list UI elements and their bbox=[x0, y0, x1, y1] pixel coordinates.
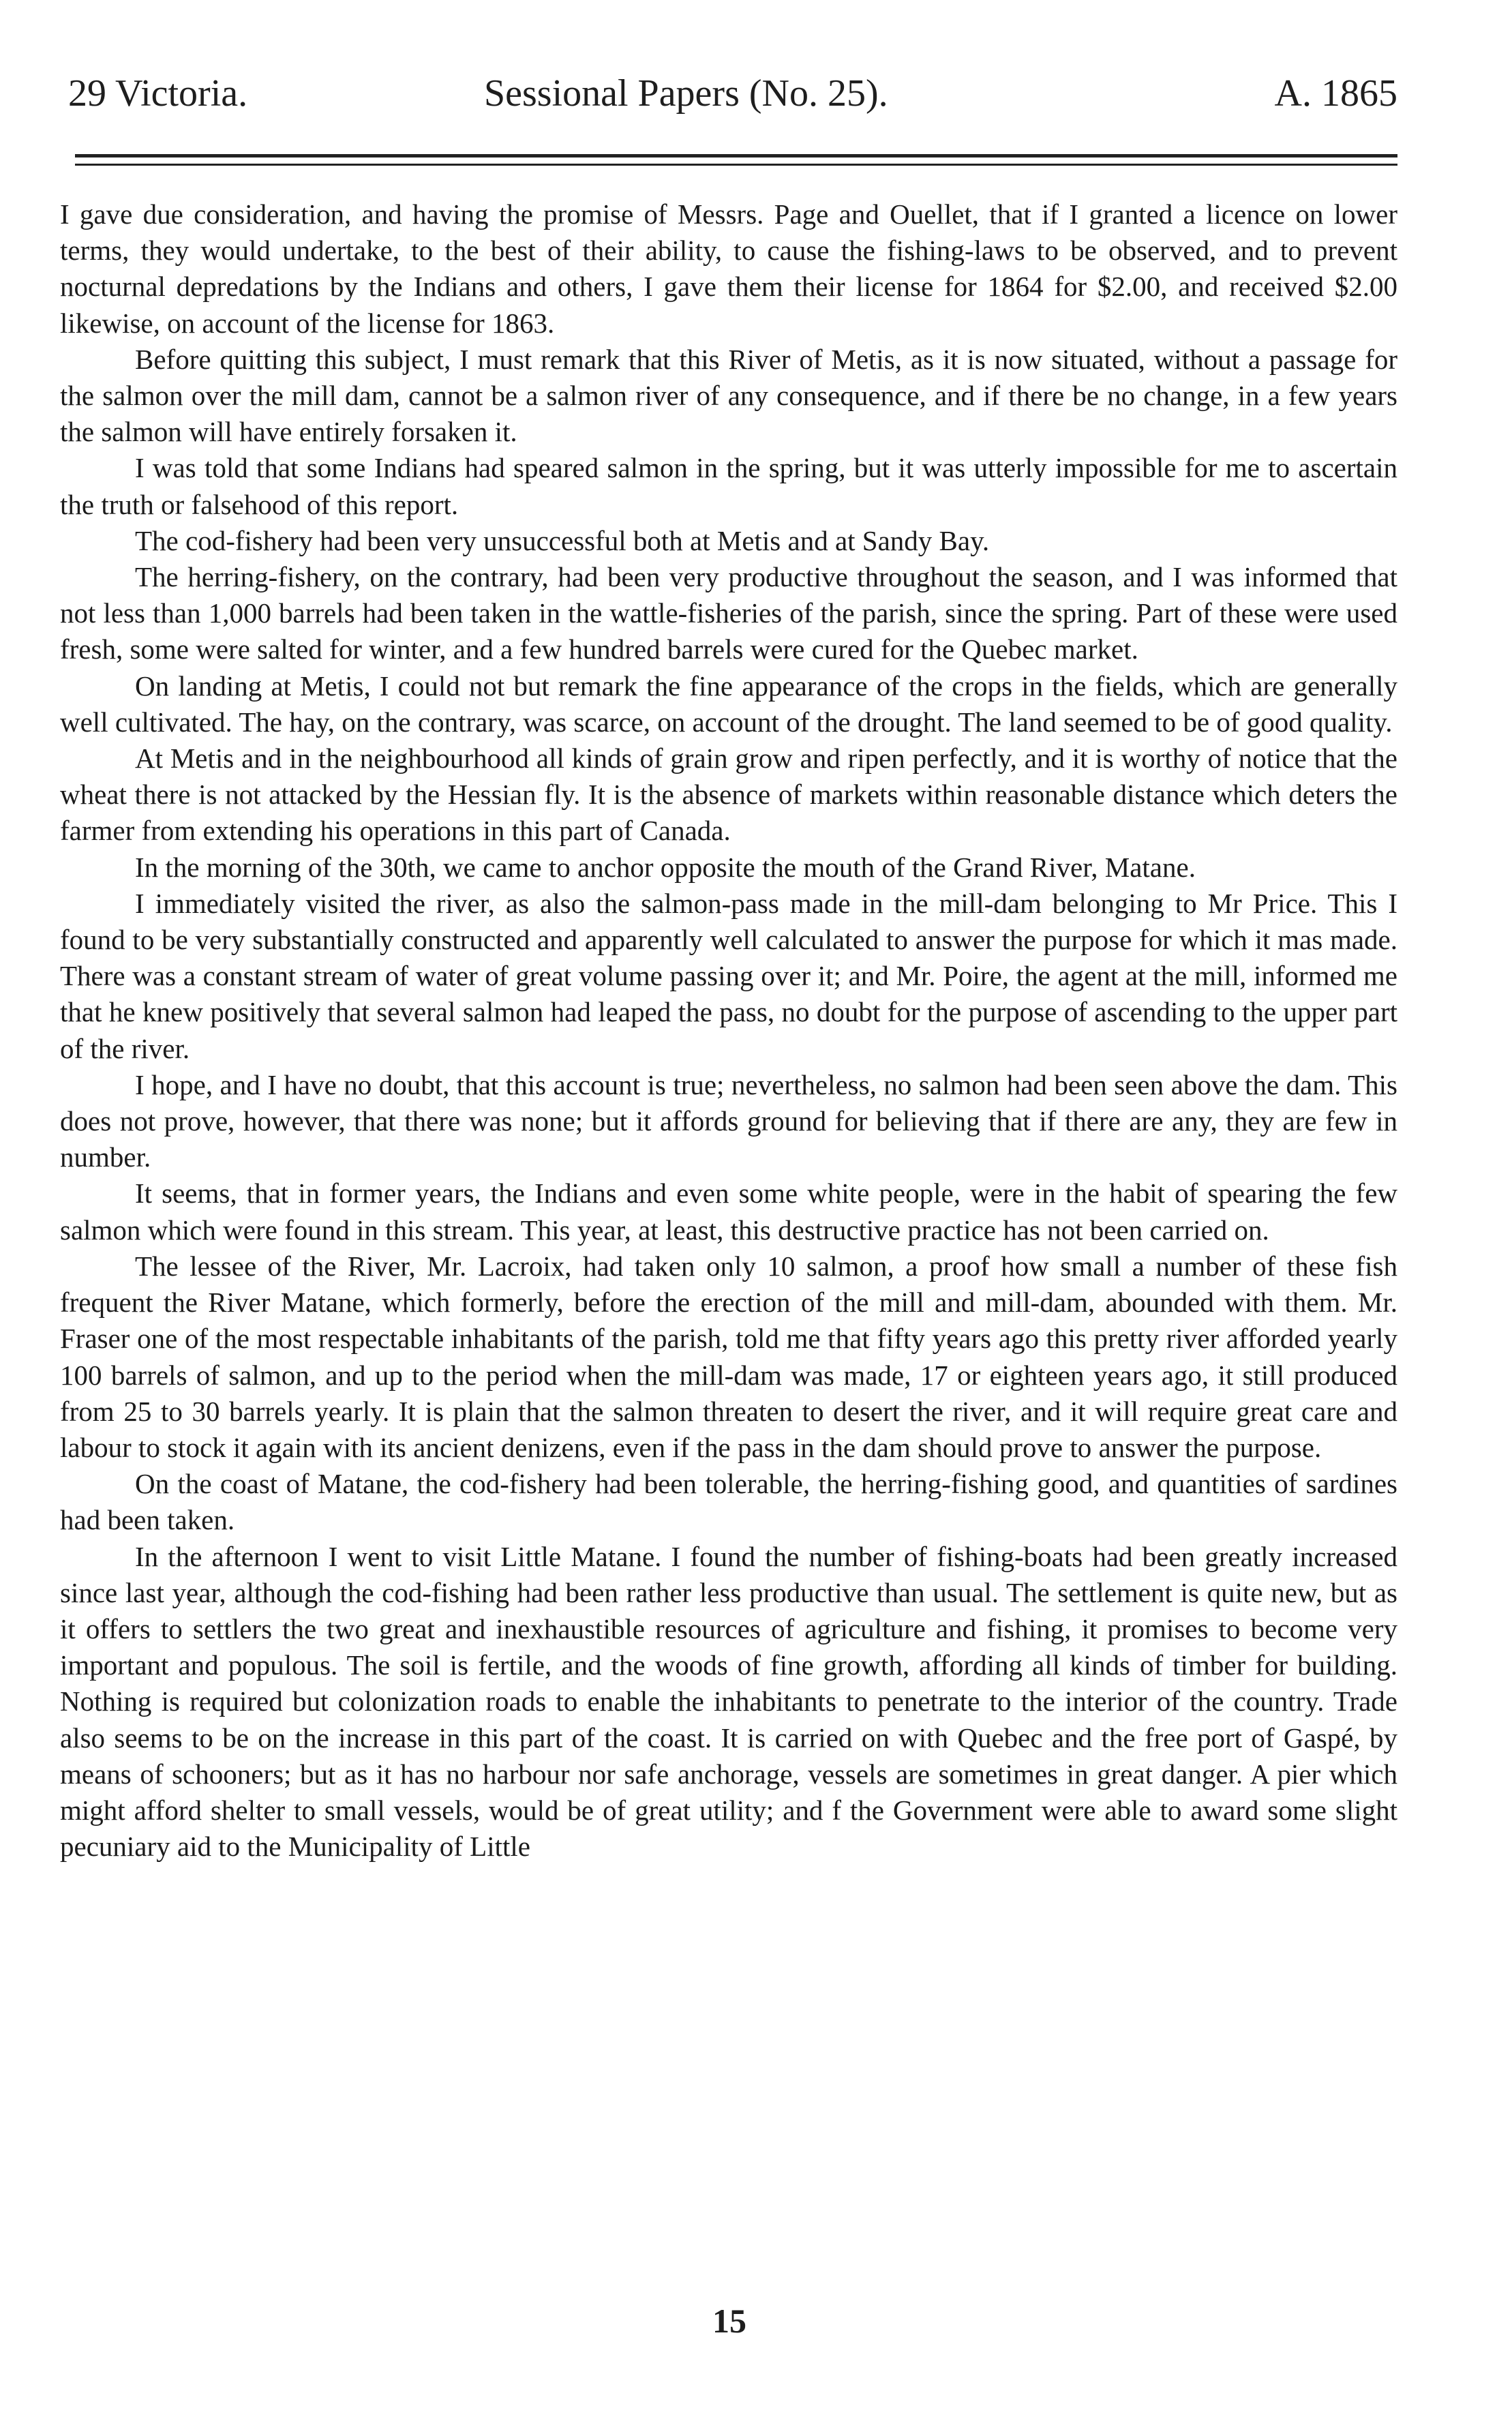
paragraph: Before quitting this subject, I must remark that this River of Metis, as it is now situated, without a passage for the salmon over the mill dam, cannot be a salmon river of any consequence, and if there be no change, in a few years the salmon will have entirely forsaken it. bbox=[60, 343, 1397, 448]
header-rule-thick bbox=[75, 154, 1397, 157]
paragraph: I gave due consideration, and having the promise of Messrs. Page and Ouellet, that if I granted a licence on lower terms, they would undertake, to the best of their ability, to cause the fishing-laws to be observed, and to prevent nocturnal depredations by the Indians and others, I gave them their license for 1864 for $2.00, and received $2.00 likewise, on account of the license for 1863. bbox=[60, 198, 1397, 339]
paragraph: I was told that some Indians had speared salmon in the spring, but it was utterly impossible for me to ascertain the truth or falsehood of this report. bbox=[60, 452, 1397, 520]
paragraph: I hope, and I have no doubt, that this account is true; nevertheless, no salmon had been seen above the dam. This does not prove, however, that there was none; but it affords ground for believing that if there are any, they are few in number. bbox=[60, 1068, 1397, 1173]
header-rule-thin bbox=[75, 164, 1397, 166]
body-text bbox=[60, 196, 1397, 1865]
paragraph: On landing at Metis, I could not but remark the fine appearance of the crops in the fields, which are generally well cultivated. The hay, on the contrary, was scarce, on account of the drought. The land seemed to be of good quality. bbox=[60, 670, 1397, 738]
paragraph: It seems, that in former years, the Indians and even some white people, were in the habit of spearing the few salmon which were found in this stream. This year, at least, this destructive practice has not been carried on. bbox=[60, 1177, 1397, 1246]
paragraph: I immediately visited the river, as also the salmon-pass made in the mill-dam belonging to Mr Price. This I found to be very substantially constructed and apparently well calculated to answer the purpose for which it mas made. There was a constant stream of water of great volume passing over it; and Mr. Poire, the agent at the mill, informed me that he knew positively that several salmon had leaped the pass, no doubt for the purpose of ascending to the upper part of the river. bbox=[60, 887, 1397, 1064]
paragraph: The herring-fishery, on the contrary, had been very productive throughout the season, and I was informed that not less than 1,000 barrels had been taken in the wattle-fisheries of the parish, since the spring. Part of these were used fresh, some were salted for winter, and a few hundred barrels were cured for the Quebec market. bbox=[60, 561, 1397, 665]
page-number: 15 bbox=[712, 2302, 746, 2340]
paragraph: At Metis and in the neighbourhood all kinds of grain grow and ripen perfectly, and it is worthy of notice that the wheat there is not attacked by the Hessian fly. It is the absence of markets within reasonable distance which deters the farmer from extending his operations in this part of Canada. bbox=[60, 742, 1397, 847]
paragraph: In the morning of the 30th, we came to anchor opposite the mouth of the Grand River, Matane. bbox=[135, 851, 1196, 883]
paragraph: On the coast of Matane, the cod-fishery had been tolerable, the herring-fishing good, and quantities of sardines had been taken. bbox=[60, 1468, 1397, 1536]
header-year: A. 1865 bbox=[1274, 72, 1397, 115]
header-session: 29 Victoria. bbox=[68, 72, 248, 115]
paragraph: In the afternoon I went to visit Little Matane. I found the number of fishing-boats had been greatly increased since last year, although the cod-fishing had been rather less productive than usual. The settlement is quite new, but as it offers to settlers the two great and inexhaustible resources of agriculture and fishing, it promises to become very important and populous. The soil is fertile, and the woods of fine growth, affording all kinds of timber for building. Nothing is required but colonization roads to enable the inhabitants to penetrate to the interior of the country. Trade also seems to be on the increase in this part of the coast. It is carried on with Quebec and the free port of Gaspé, by means of schooners; but as it has no harbour nor safe anchorage, vessels are sometimes in great danger. A pier which might afford shelter to small vessels, would be of great utility; and f the Government were able to award some slight pecuniary aid to the Municipality of Little bbox=[60, 1540, 1397, 1863]
running-header bbox=[68, 72, 1397, 126]
paragraph: The cod-fishery had been very unsuccessful both at Metis and at Sandy Bay. bbox=[135, 524, 990, 556]
header-title: Sessional Papers (No. 25). bbox=[484, 72, 888, 115]
paragraph: The lessee of the River, Mr. Lacroix, had taken only 10 salmon, a proof how small a number of these fish frequent the River Matane, which formerly, before the erection of the mill and mill-dam, abounded with them. Mr. Fraser one of the most respectable inhabitants of the parish, told me that fifty years ago this pretty river afforded yearly 100 barrels of salmon, and up to the period when the mill-dam was made, 17 or eighteen years ago, it still produced from 25 to 30 barrels yearly. It is plain that the salmon threaten to desert the river, and it will require great care and labour to stock it again with its ancient denizens, even if the pass in the dam should prove to answer the purpose. bbox=[60, 1250, 1397, 1463]
